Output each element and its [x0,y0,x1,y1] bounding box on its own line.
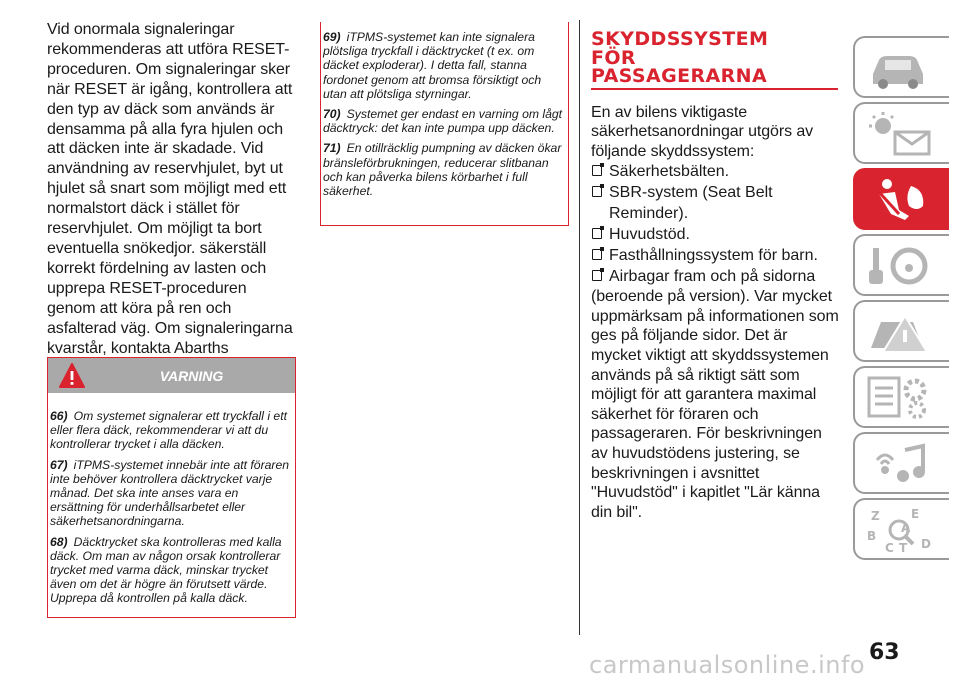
note-text: En otillräcklig pumpning av däcken ökar bränsleförbrukningen, reducerar slitbanan och kan påverka bilens körbarhet i full säkerhet. [323,141,562,199]
bullet-icon [592,186,602,197]
note-number: 67) [50,457,68,472]
bullet-icon [592,249,602,260]
tab-starting-driving[interactable] [853,234,949,296]
note-text: Systemet ger endast en varning om lågt däcktryck: det kan inte pumpa upp däcken. [323,107,563,136]
warning-lights-icon [865,110,935,158]
list-item-text: Huvudstöd. [609,226,690,244]
note-text: Däcktrycket ska kontrolleras med kalla däck. Om man av någon orsak kontrollerar trycket med varma däck, minskar trycket även om det är högre än förutsett värde. Upprepa då kontrollen på kalla däck. [50,534,282,606]
list-item-text: Airbagar fram och på sidorna [609,268,816,286]
tab-index[interactable] [853,498,949,560]
index-alphabet-icon [865,506,935,554]
note-66 [50,409,292,452]
list-item [591,161,841,182]
airbag-seatbelt-icon [865,176,935,224]
list-item [591,224,841,245]
watermark: carmanualsonline.info [589,651,866,679]
protection-system-list [591,161,841,287]
note-71 [323,141,565,198]
column-divider [579,20,580,635]
section-title [591,30,841,86]
continuation-notes [321,30,568,204]
bullet-icon [592,228,602,239]
title-underline [591,88,838,90]
warning-notes [48,409,295,612]
list-item [591,266,841,287]
list-item-text: SBR-system (Seat Belt Reminder). [609,184,773,223]
column-right [591,30,841,522]
key-steering-wheel-icon [865,242,935,290]
multimedia-icon [865,440,935,488]
list-item-text: Fasthållningssystem för barn. [609,247,818,265]
body-paragraph: Vid onormala signaleringar rekommenderas att utföra RESET-proceduren. Om signaleringar sker när RESET är igång, kontrollera att den typ av däck som används är densamma på alla fyra hjulen och att däcken inte är skadade. Vid användning av reservhjulet, byt ut hjulet så snart som möjligt med ett normalstort däck i stället för reservhjulet. Om möjligt ta bort eventuella snökedjor. säkerställ korrekt fördelning av lasten och upprepa RESET-proceduren genom att köra på ren och asfalterad väg. Om signaleringarna kvarstår, kontakta Abarths [47,21,293,357]
section-title-line1: SKYDDSSYSTEM [591,28,769,50]
index-letter: B [867,529,877,543]
bullet-icon [592,165,602,176]
list-item [591,245,841,266]
tab-warning-lights[interactable] [853,102,949,164]
tab-maintenance[interactable] [853,366,949,428]
car-dashboard-icon [865,44,935,92]
emergency-triangle-icon [865,308,935,356]
note-text: iTPMS-systemet kan inte signalera plötsliga tryckfall i däcktrycket (t ex. om däcket exploderar). I detta fall, stanna fordonet genom att bromsa försiktigt och utan att plötsliga styrningar. [323,30,542,101]
note-69 [323,30,565,101]
note-68 [50,535,292,606]
index-letter: A [901,521,911,535]
list-item-text: Säkerhetsbälten. [609,163,730,181]
note-text: iTPMS-systemet innebär inte att föraren inte behöver kontrollera däcktrycket varje månad. Det ska inte anses vara en ersättning för underhållsarbetet eller säkerhetsanordningarna. [50,457,290,529]
section-title-line2: FÖR [591,46,636,69]
index-letter: E [911,507,920,521]
index-letter: T [899,541,908,554]
section-body: (beroende på version). Var mycket uppmärksam på informationen som ges på följande sidor. Det är mycket viktigt att skyddssystemen används på så riktigt sätt som möjligt för att garantera maximal säkerhet för föraren och passageraren. För beskrivningen av huvudstödens justering, se beskrivningen i avsnittet "Huvudstöd" i kapitlet "Lär känna din bil". [591,288,839,521]
warning-header [48,358,295,393]
maintenance-gears-icon [865,374,935,422]
note-number: 71) [323,141,341,156]
page-number: 63 [869,640,900,665]
section-title-line3: PASSAGERARNA [591,65,768,87]
index-letter: C [885,541,894,554]
index-letter: D [921,537,931,551]
note-number: 68) [50,534,68,549]
note-70 [323,107,565,135]
note-number: 70) [323,107,341,122]
note-number: 66) [50,409,68,423]
index-letter: Z [871,509,880,523]
tab-car-dashboard[interactable] [853,36,949,98]
bullet-icon [592,270,602,281]
note-text: Om systemet signalerar ett tryckfall i ett eller flera däck, rekommenderar vi att du kontrollerar trycket i alla däcken. [50,409,287,452]
note-67 [50,458,292,529]
note-number: 69) [323,30,341,44]
section-intro: En av bilens viktigaste säkerhetsanordningar utgörs av följande skyddssystem: [591,103,814,160]
tab-emergency[interactable] [853,300,949,362]
warning-title: VARNING [159,368,224,384]
tab-safety[interactable] [853,168,949,230]
warning-continuation-box [320,22,569,226]
tab-multimedia[interactable] [853,432,949,494]
column-left [47,20,297,378]
list-item [591,182,841,224]
warning-box [47,357,296,618]
